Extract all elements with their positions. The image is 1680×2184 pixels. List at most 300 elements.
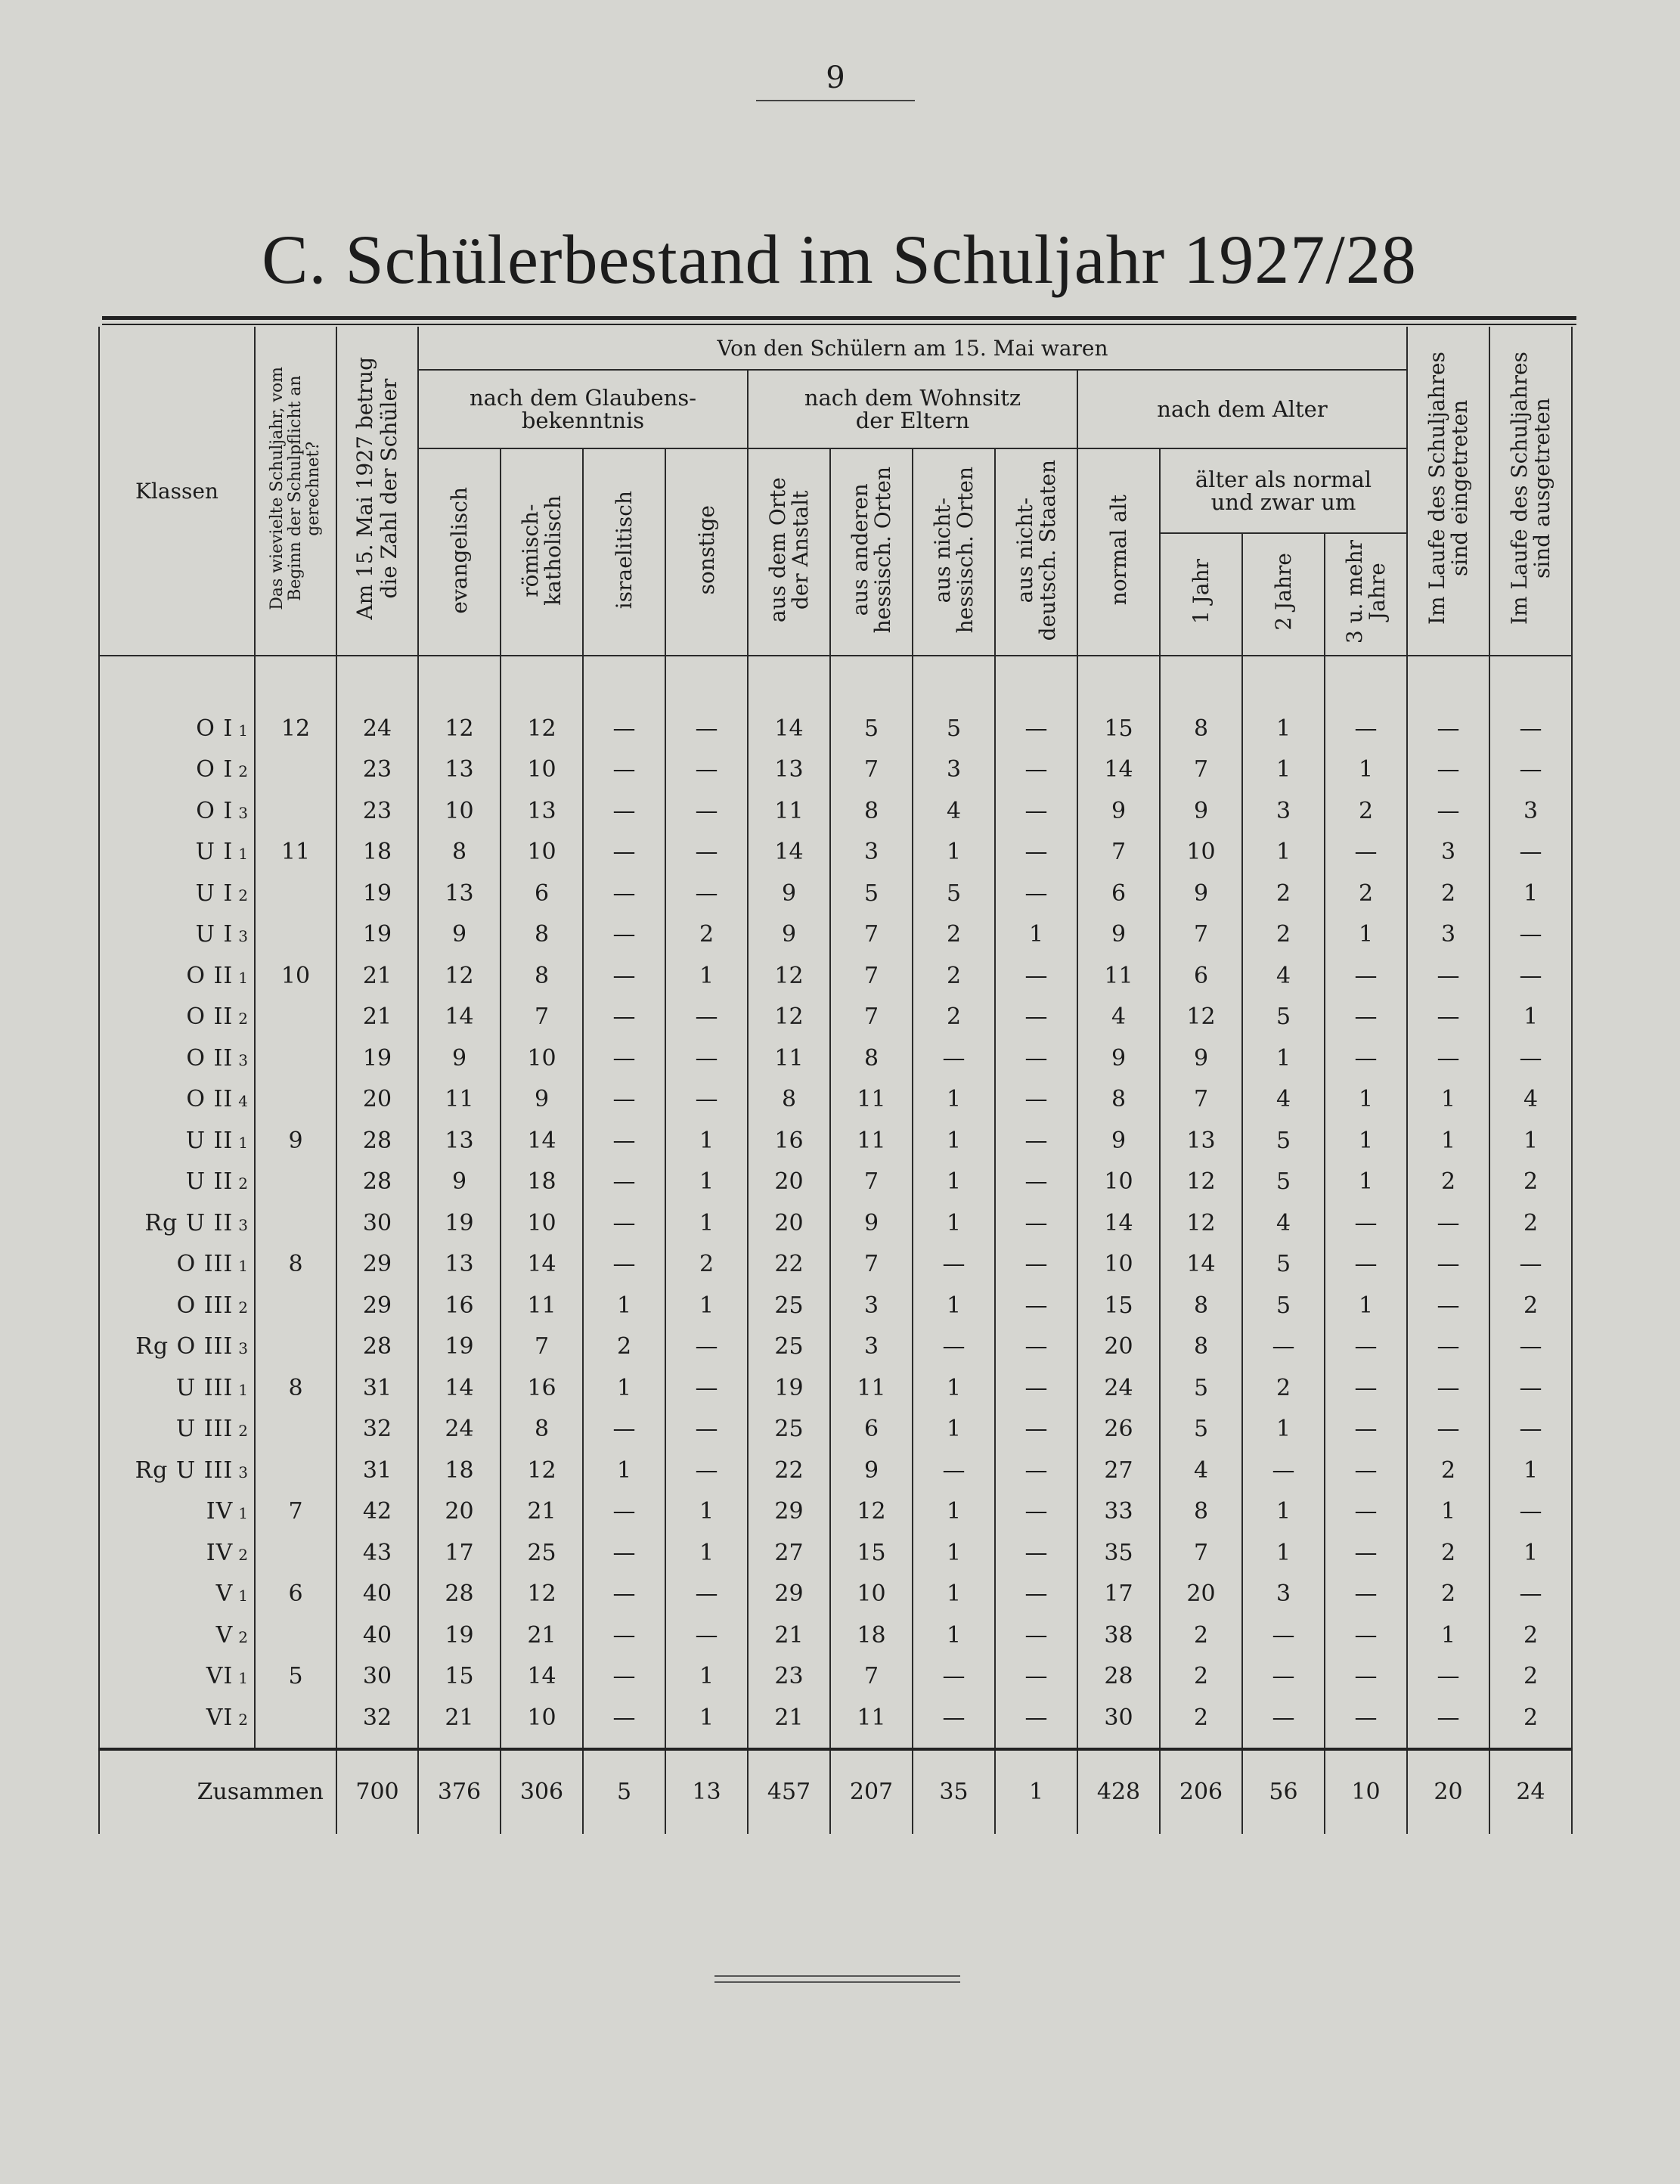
cell-2-jahre: 5 bbox=[1242, 1244, 1325, 1286]
cell-ort: 20 bbox=[748, 1202, 830, 1244]
cell-sonstige: — bbox=[665, 1367, 748, 1409]
cell-israelitisch: — bbox=[583, 1574, 665, 1615]
klasse-number: 2 bbox=[238, 1545, 248, 1564]
cell-2-jahre: 1 bbox=[1242, 749, 1325, 791]
cell-schuljahr: 9 bbox=[255, 1120, 336, 1162]
cell-zahl: 30 bbox=[336, 1202, 418, 1244]
klasse-number: 2 bbox=[238, 1174, 248, 1193]
cell-ausgetreten: 1 bbox=[1489, 873, 1572, 914]
cell-katholisch: 25 bbox=[501, 1532, 583, 1574]
cell-ausgetreten: 2 bbox=[1489, 1656, 1572, 1698]
cell-ausgetreten: — bbox=[1489, 832, 1572, 873]
header-klassen: Klassen bbox=[99, 327, 255, 656]
table-row bbox=[99, 1574, 1572, 1615]
table-row bbox=[99, 955, 1572, 997]
cell-katholisch: 18 bbox=[501, 1162, 583, 1203]
cell-schuljahr bbox=[255, 1409, 336, 1450]
cell-hessisch: 7 bbox=[830, 997, 913, 1038]
cell-katholisch: 14 bbox=[501, 1120, 583, 1162]
cell-sonstige: 1 bbox=[665, 1120, 748, 1162]
cell-nicht-hessisch: 2 bbox=[913, 955, 995, 997]
cell-nicht-deutsch: 1 bbox=[995, 914, 1077, 956]
cell-israelitisch: — bbox=[583, 1079, 665, 1121]
cell-ausgetreten: — bbox=[1489, 1244, 1572, 1286]
cell-ausgetreten: 1 bbox=[1489, 1120, 1572, 1162]
cell-evangelisch: 21 bbox=[418, 1697, 501, 1749]
cell-zahl: 21 bbox=[336, 997, 418, 1038]
cell-3-jahre: — bbox=[1325, 1615, 1407, 1656]
cell-1-jahr: 10 bbox=[1160, 832, 1242, 873]
total-label: Zusammen bbox=[99, 1749, 336, 1834]
cell-israelitisch: — bbox=[583, 1202, 665, 1244]
title-rule bbox=[102, 316, 1576, 320]
cell-evangelisch: 20 bbox=[418, 1491, 501, 1533]
cell-hessisch: 7 bbox=[830, 955, 913, 997]
cell-schuljahr bbox=[255, 1038, 336, 1079]
cell-sonstige: — bbox=[665, 1038, 748, 1079]
cell-ausgetreten: — bbox=[1489, 749, 1572, 791]
cell-normal-alt: 8 bbox=[1077, 1079, 1160, 1121]
cell-ausgetreten: — bbox=[1489, 1574, 1572, 1615]
table-row bbox=[99, 1244, 1572, 1286]
cell-evangelisch: 19 bbox=[418, 1326, 501, 1368]
table-row bbox=[99, 873, 1572, 914]
cell-eingetreten: 1 bbox=[1407, 1615, 1489, 1656]
cell-evangelisch: 18 bbox=[418, 1450, 501, 1491]
cell-zahl: 32 bbox=[336, 1697, 418, 1749]
cell-katholisch: 14 bbox=[501, 1244, 583, 1286]
cell-katholisch: 10 bbox=[501, 749, 583, 791]
cell-schuljahr bbox=[255, 1326, 336, 1368]
cell-ort: 20 bbox=[748, 1162, 830, 1203]
cell-klasse bbox=[99, 955, 255, 997]
cell-evangelisch: 16 bbox=[418, 1285, 501, 1326]
klasse-number: 4 bbox=[238, 1092, 248, 1111]
header-alter: nach dem Alter bbox=[1077, 370, 1407, 448]
table-row bbox=[99, 997, 1572, 1038]
cell-katholisch: 9 bbox=[501, 1079, 583, 1121]
cell-2-jahre: 3 bbox=[1242, 1574, 1325, 1615]
header-roemisch-katholisch: römisch- katholisch bbox=[501, 448, 583, 656]
cell-ausgetreten: 1 bbox=[1489, 1532, 1572, 1574]
cell-israelitisch: — bbox=[583, 1162, 665, 1203]
cell-hessisch: 8 bbox=[830, 1038, 913, 1079]
cell-sonstige: 1 bbox=[665, 1285, 748, 1326]
cell-3-jahre: — bbox=[1325, 997, 1407, 1038]
cell-eingetreten: — bbox=[1407, 1285, 1489, 1326]
cell-klasse bbox=[99, 873, 255, 914]
cell-evangelisch: 13 bbox=[418, 749, 501, 791]
header-schuljahr-text: Das wievielte Schuljahr, vom Beginn der Schulpflicht an gerechnet? bbox=[268, 366, 323, 610]
total-ausgetreten: 24 bbox=[1489, 1749, 1572, 1834]
cell-sonstige: 1 bbox=[665, 1656, 748, 1698]
cell-schuljahr bbox=[255, 873, 336, 914]
cell-normal-alt: 24 bbox=[1077, 1367, 1160, 1409]
cell-sonstige: — bbox=[665, 1615, 748, 1656]
cell-normal-alt: 26 bbox=[1077, 1409, 1160, 1450]
cell-sonstige: 1 bbox=[665, 955, 748, 997]
cell-3-jahre: — bbox=[1325, 1656, 1407, 1698]
cell-nicht-deutsch: — bbox=[995, 1656, 1077, 1698]
klasse-name: U III bbox=[175, 1374, 234, 1401]
cell-schuljahr bbox=[255, 1079, 336, 1121]
cell-israelitisch: — bbox=[583, 1491, 665, 1533]
header-aelter-als-normal: älter als normal und zwar um bbox=[1160, 448, 1407, 533]
cell-1-jahr: 7 bbox=[1160, 1079, 1242, 1121]
klasse-number: 3 bbox=[238, 927, 248, 946]
cell-katholisch: 21 bbox=[501, 1615, 583, 1656]
cell-ort: 23 bbox=[748, 1656, 830, 1698]
cell-zahl: 19 bbox=[336, 1038, 418, 1079]
cell-3-jahre: 1 bbox=[1325, 1285, 1407, 1326]
cell-israelitisch: — bbox=[583, 1120, 665, 1162]
cell-sonstige: 1 bbox=[665, 1491, 748, 1533]
cell-klasse bbox=[99, 1120, 255, 1162]
cell-ort: 12 bbox=[748, 997, 830, 1038]
table-row bbox=[99, 1697, 1572, 1749]
klasse-name: Rg U II bbox=[144, 1209, 234, 1236]
total-2-jahre: 56 bbox=[1242, 1749, 1325, 1834]
cell-katholisch: 7 bbox=[501, 997, 583, 1038]
cell-israelitisch: — bbox=[583, 832, 665, 873]
cell-nicht-hessisch: 1 bbox=[913, 1615, 995, 1656]
cell-katholisch: 12 bbox=[501, 708, 583, 749]
cell-3-jahre: — bbox=[1325, 832, 1407, 873]
cell-nicht-deutsch: — bbox=[995, 1615, 1077, 1656]
cell-katholisch: 21 bbox=[501, 1491, 583, 1533]
cell-katholisch: 6 bbox=[501, 873, 583, 914]
cell-nicht-hessisch: 1 bbox=[913, 1367, 995, 1409]
cell-3-jahre: 2 bbox=[1325, 790, 1407, 832]
table-row bbox=[99, 1615, 1572, 1656]
cell-klasse bbox=[99, 832, 255, 873]
title-rule-thin bbox=[102, 324, 1576, 325]
cell-israelitisch: — bbox=[583, 1244, 665, 1286]
klasse-name: Rg O III bbox=[135, 1333, 234, 1360]
cell-normal-alt: 17 bbox=[1077, 1574, 1160, 1615]
cell-hessisch: 7 bbox=[830, 914, 913, 956]
cell-normal-alt: 9 bbox=[1077, 790, 1160, 832]
cell-katholisch: 8 bbox=[501, 914, 583, 956]
cell-nicht-hessisch: — bbox=[913, 1697, 995, 1749]
cell-evangelisch: 19 bbox=[418, 1202, 501, 1244]
cell-normal-alt: 9 bbox=[1077, 1120, 1160, 1162]
cell-eingetreten: 2 bbox=[1407, 1450, 1489, 1491]
cell-ausgetreten: — bbox=[1489, 1326, 1572, 1368]
cell-evangelisch: 11 bbox=[418, 1079, 501, 1121]
cell-nicht-deutsch: — bbox=[995, 1244, 1077, 1286]
cell-klasse bbox=[99, 1162, 255, 1203]
cell-ort: 11 bbox=[748, 1038, 830, 1079]
cell-eingetreten: — bbox=[1407, 790, 1489, 832]
cell-zahl: 29 bbox=[336, 1244, 418, 1286]
cell-nicht-deutsch: — bbox=[995, 1162, 1077, 1203]
cell-normal-alt: 33 bbox=[1077, 1491, 1160, 1533]
cell-schuljahr bbox=[255, 790, 336, 832]
table-row bbox=[99, 1367, 1572, 1409]
cell-2-jahre: 2 bbox=[1242, 914, 1325, 956]
cell-ort: 19 bbox=[748, 1367, 830, 1409]
cell-eingetreten: — bbox=[1407, 955, 1489, 997]
cell-sonstige: — bbox=[665, 997, 748, 1038]
table-row bbox=[99, 1120, 1572, 1162]
cell-normal-alt: 10 bbox=[1077, 1162, 1160, 1203]
table-row bbox=[99, 1656, 1572, 1698]
klasse-name: O III bbox=[176, 1292, 234, 1319]
cell-sonstige: — bbox=[665, 749, 748, 791]
cell-2-jahre: 1 bbox=[1242, 708, 1325, 749]
cell-klasse bbox=[99, 708, 255, 749]
cell-3-jahre: — bbox=[1325, 1450, 1407, 1491]
cell-sonstige: — bbox=[665, 1409, 748, 1450]
cell-2-jahre: — bbox=[1242, 1615, 1325, 1656]
cell-normal-alt: 11 bbox=[1077, 955, 1160, 997]
cell-hessisch: 5 bbox=[830, 708, 913, 749]
cell-nicht-hessisch: 2 bbox=[913, 997, 995, 1038]
cell-schuljahr: 10 bbox=[255, 955, 336, 997]
cell-katholisch: 10 bbox=[501, 832, 583, 873]
cell-normal-alt: 14 bbox=[1077, 1202, 1160, 1244]
cell-evangelisch: 14 bbox=[418, 997, 501, 1038]
cell-nicht-hessisch: 5 bbox=[913, 708, 995, 749]
klasse-name: O I bbox=[196, 797, 234, 824]
cell-evangelisch: 13 bbox=[418, 873, 501, 914]
cell-evangelisch: 9 bbox=[418, 1162, 501, 1203]
cell-klasse bbox=[99, 1409, 255, 1450]
header-normal-alt: normal alt bbox=[1077, 448, 1160, 656]
cell-klasse bbox=[99, 1367, 255, 1409]
cell-2-jahre: 1 bbox=[1242, 1038, 1325, 1079]
cell-2-jahre: 4 bbox=[1242, 955, 1325, 997]
cell-klasse bbox=[99, 1285, 255, 1326]
cell-ausgetreten: 1 bbox=[1489, 997, 1572, 1038]
header-2-jahre: 2 Jahre bbox=[1242, 533, 1325, 656]
total-israelitisch: 5 bbox=[583, 1749, 665, 1834]
cell-evangelisch: 14 bbox=[418, 1367, 501, 1409]
cell-normal-alt: 35 bbox=[1077, 1532, 1160, 1574]
klasse-number: 1 bbox=[238, 1380, 248, 1399]
cell-zahl: 20 bbox=[336, 1079, 418, 1121]
cell-nicht-hessisch: 1 bbox=[913, 1120, 995, 1162]
cell-1-jahr: 8 bbox=[1160, 708, 1242, 749]
cell-katholisch: 12 bbox=[501, 1450, 583, 1491]
cell-schuljahr bbox=[255, 1697, 336, 1749]
cell-nicht-deutsch: — bbox=[995, 955, 1077, 997]
cell-nicht-deutsch: — bbox=[995, 873, 1077, 914]
cell-ort: 16 bbox=[748, 1120, 830, 1162]
cell-1-jahr: 5 bbox=[1160, 1409, 1242, 1450]
cell-zahl: 19 bbox=[336, 873, 418, 914]
cell-1-jahr: 7 bbox=[1160, 749, 1242, 791]
cell-ausgetreten: 2 bbox=[1489, 1202, 1572, 1244]
bottom-rule bbox=[714, 1975, 960, 1977]
cell-evangelisch: 10 bbox=[418, 790, 501, 832]
cell-katholisch: 10 bbox=[501, 1202, 583, 1244]
cell-zahl: 31 bbox=[336, 1367, 418, 1409]
klasse-number: 1 bbox=[238, 1257, 248, 1276]
table-row bbox=[99, 1532, 1572, 1574]
table-row bbox=[99, 1491, 1572, 1533]
cell-nicht-deutsch: — bbox=[995, 790, 1077, 832]
cell-katholisch: 8 bbox=[501, 1409, 583, 1450]
cell-zahl: 40 bbox=[336, 1574, 418, 1615]
cell-eingetreten: — bbox=[1407, 749, 1489, 791]
cell-ort: 25 bbox=[748, 1285, 830, 1326]
cell-katholisch: 10 bbox=[501, 1697, 583, 1749]
cell-eingetreten: 3 bbox=[1407, 914, 1489, 956]
cell-nicht-hessisch: 1 bbox=[913, 832, 995, 873]
cell-zahl: 18 bbox=[336, 832, 418, 873]
cell-ort: 22 bbox=[748, 1244, 830, 1286]
cell-evangelisch: 19 bbox=[418, 1615, 501, 1656]
header-orte-der-anstalt: aus dem Orte der Anstalt bbox=[748, 448, 830, 656]
cell-nicht-hessisch: 1 bbox=[913, 1574, 995, 1615]
cell-1-jahr: 5 bbox=[1160, 1367, 1242, 1409]
cell-israelitisch: — bbox=[583, 1697, 665, 1749]
cell-israelitisch: 1 bbox=[583, 1285, 665, 1326]
cell-1-jahr: 2 bbox=[1160, 1656, 1242, 1698]
cell-3-jahre: — bbox=[1325, 1244, 1407, 1286]
klasse-number: 1 bbox=[238, 1133, 248, 1152]
cell-1-jahr: 7 bbox=[1160, 914, 1242, 956]
cell-2-jahre: 5 bbox=[1242, 1162, 1325, 1203]
total-hessisch: 207 bbox=[830, 1749, 913, 1834]
cell-2-jahre: — bbox=[1242, 1450, 1325, 1491]
cell-schuljahr: 11 bbox=[255, 832, 336, 873]
student-statistics-table bbox=[98, 327, 1573, 1834]
cell-hessisch: 10 bbox=[830, 1574, 913, 1615]
cell-hessisch: 9 bbox=[830, 1202, 913, 1244]
cell-nicht-hessisch: — bbox=[913, 1326, 995, 1368]
cell-schuljahr bbox=[255, 997, 336, 1038]
table-body bbox=[99, 656, 1572, 1749]
cell-nicht-hessisch: 1 bbox=[913, 1162, 995, 1203]
cell-hessisch: 6 bbox=[830, 1409, 913, 1450]
cell-hessisch: 11 bbox=[830, 1697, 913, 1749]
klasse-name: O II bbox=[186, 1004, 234, 1031]
cell-evangelisch: 12 bbox=[418, 708, 501, 749]
cell-sonstige: 1 bbox=[665, 1697, 748, 1749]
cell-sonstige: — bbox=[665, 708, 748, 749]
table-row bbox=[99, 1326, 1572, 1368]
table-row bbox=[99, 914, 1572, 956]
page-number-rule bbox=[756, 100, 915, 101]
total-1-jahr: 206 bbox=[1160, 1749, 1242, 1834]
page-number: 9 bbox=[826, 60, 845, 95]
klasse-name: V bbox=[215, 1621, 234, 1649]
cell-israelitisch: — bbox=[583, 914, 665, 956]
cell-ort: 21 bbox=[748, 1697, 830, 1749]
cell-eingetreten: — bbox=[1407, 1697, 1489, 1749]
cell-2-jahre: 2 bbox=[1242, 873, 1325, 914]
header-3-jahre: 3 u. mehr Jahre bbox=[1325, 533, 1407, 656]
cell-zahl: 24 bbox=[336, 708, 418, 749]
cell-sonstige: — bbox=[665, 1079, 748, 1121]
cell-klasse bbox=[99, 1532, 255, 1574]
cell-eingetreten: — bbox=[1407, 1656, 1489, 1698]
cell-nicht-hessisch: 1 bbox=[913, 1491, 995, 1533]
cell-3-jahre: — bbox=[1325, 1367, 1407, 1409]
header-schuljahr bbox=[255, 327, 336, 656]
cell-ort: 29 bbox=[748, 1574, 830, 1615]
cell-katholisch: 11 bbox=[501, 1285, 583, 1326]
cell-eingetreten: 1 bbox=[1407, 1079, 1489, 1121]
cell-2-jahre: 4 bbox=[1242, 1202, 1325, 1244]
cell-ausgetreten: 4 bbox=[1489, 1079, 1572, 1121]
cell-2-jahre: 5 bbox=[1242, 997, 1325, 1038]
cell-zahl: 21 bbox=[336, 955, 418, 997]
cell-zahl: 40 bbox=[336, 1615, 418, 1656]
klasse-number: 3 bbox=[238, 1215, 248, 1234]
total-normal-alt: 428 bbox=[1077, 1749, 1160, 1834]
cell-nicht-deutsch: — bbox=[995, 1285, 1077, 1326]
cell-1-jahr: 12 bbox=[1160, 1162, 1242, 1203]
total-katholisch: 306 bbox=[501, 1749, 583, 1834]
cell-eingetreten: 2 bbox=[1407, 1574, 1489, 1615]
cell-nicht-deutsch: — bbox=[995, 1697, 1077, 1749]
total-nicht-deutsch: 1 bbox=[995, 1749, 1077, 1834]
klasse-number: 1 bbox=[238, 1587, 248, 1605]
cell-zahl: 28 bbox=[336, 1326, 418, 1368]
cell-zahl: 42 bbox=[336, 1491, 418, 1533]
cell-normal-alt: 15 bbox=[1077, 1285, 1160, 1326]
cell-hessisch: 8 bbox=[830, 790, 913, 832]
cell-schuljahr: 7 bbox=[255, 1491, 336, 1533]
klasse-name: O II bbox=[186, 1044, 234, 1072]
klasse-name: O II bbox=[186, 962, 234, 989]
cell-klasse bbox=[99, 790, 255, 832]
cell-nicht-deutsch: — bbox=[995, 1326, 1077, 1368]
cell-schuljahr bbox=[255, 1162, 336, 1203]
cell-nicht-hessisch: 1 bbox=[913, 1202, 995, 1244]
cell-schuljahr bbox=[255, 1615, 336, 1656]
table-row bbox=[99, 1038, 1572, 1079]
cell-hessisch: 3 bbox=[830, 1285, 913, 1326]
cell-ort: 29 bbox=[748, 1491, 830, 1533]
cell-israelitisch: — bbox=[583, 1038, 665, 1079]
cell-zahl: 28 bbox=[336, 1162, 418, 1203]
cell-ort: 12 bbox=[748, 955, 830, 997]
cell-hessisch: 3 bbox=[830, 832, 913, 873]
cell-nicht-hessisch: 4 bbox=[913, 790, 995, 832]
table-row bbox=[99, 708, 1572, 749]
cell-normal-alt: 9 bbox=[1077, 914, 1160, 956]
cell-1-jahr: 14 bbox=[1160, 1244, 1242, 1286]
cell-eingetreten: 2 bbox=[1407, 1162, 1489, 1203]
cell-klasse bbox=[99, 1079, 255, 1121]
header-nicht-hessisch: aus nicht- hessisch. Orten bbox=[913, 448, 995, 656]
header-nicht-deutsch: aus nicht- deutsch. Staaten bbox=[995, 448, 1077, 656]
cell-ausgetreten: 2 bbox=[1489, 1615, 1572, 1656]
klasse-name: U III bbox=[175, 1416, 234, 1443]
cell-israelitisch: — bbox=[583, 1615, 665, 1656]
cell-ort: 27 bbox=[748, 1532, 830, 1574]
klasse-name: U I bbox=[195, 879, 234, 907]
cell-schuljahr: 8 bbox=[255, 1244, 336, 1286]
cell-eingetreten: — bbox=[1407, 1409, 1489, 1450]
klasse-number: 2 bbox=[238, 762, 248, 781]
cell-nicht-hessisch: 1 bbox=[913, 1079, 995, 1121]
klasse-number: 1 bbox=[238, 968, 248, 987]
cell-ort: 13 bbox=[748, 749, 830, 791]
cell-ausgetreten: — bbox=[1489, 914, 1572, 956]
cell-ausgetreten: 2 bbox=[1489, 1285, 1572, 1326]
table-row bbox=[99, 832, 1572, 873]
total-eingetreten: 20 bbox=[1407, 1749, 1489, 1834]
klasse-number: 2 bbox=[238, 1627, 248, 1646]
cell-1-jahr: 12 bbox=[1160, 997, 1242, 1038]
cell-2-jahre: 1 bbox=[1242, 1491, 1325, 1533]
